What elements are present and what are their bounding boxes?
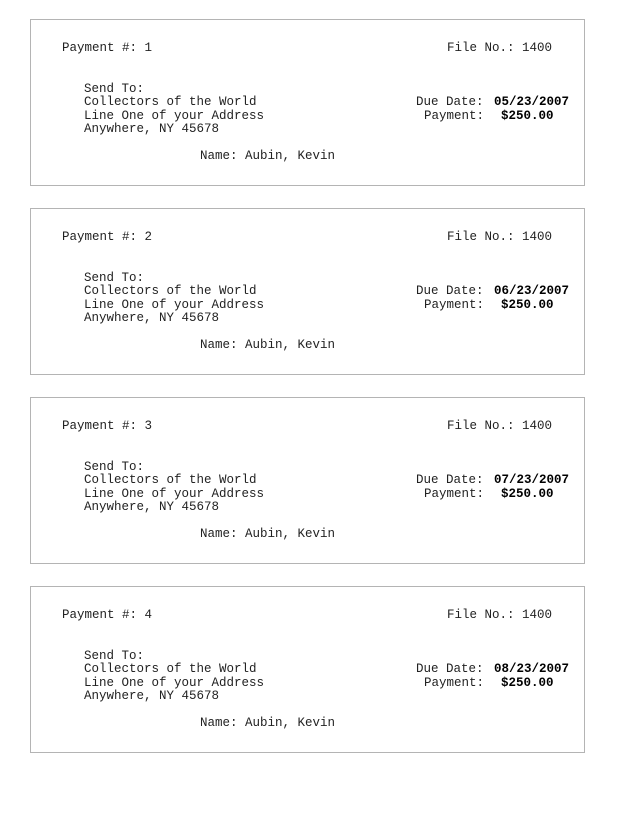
- file-number: File No.: 1400: [447, 41, 553, 55]
- due-date-label: Due Date:: [416, 284, 484, 298]
- payer-name: Name: Aubin, Kevin: [200, 716, 336, 730]
- send-to-label: Send To:: [84, 82, 145, 96]
- payment-coupon-3: [30, 397, 585, 564]
- payment-number: Payment #: 2: [62, 230, 153, 244]
- payment-coupon-4: [30, 586, 585, 753]
- payer-name: Name: Aubin, Kevin: [200, 338, 336, 352]
- address-line-1: Collectors of the World: [84, 284, 257, 298]
- payment-amount-label: Payment:: [424, 298, 485, 312]
- due-date-value: 06/23/2007: [494, 284, 570, 298]
- address-line-1: Collectors of the World: [84, 95, 257, 109]
- payment-coupon-2: [30, 208, 585, 375]
- file-number: File No.: 1400: [447, 608, 553, 622]
- send-to-label: Send To:: [84, 271, 145, 285]
- payment-amount-label: Payment:: [424, 487, 485, 501]
- payment-number: Payment #: 3: [62, 419, 153, 433]
- payment-amount-value: $250.00: [501, 298, 554, 312]
- payment-amount-value: $250.00: [501, 109, 554, 123]
- file-number: File No.: 1400: [447, 419, 553, 433]
- payment-amount-value: $250.00: [501, 487, 554, 501]
- send-to-label: Send To:: [84, 460, 145, 474]
- address-line-2: Line One of your Address: [84, 676, 265, 690]
- payer-name: Name: Aubin, Kevin: [200, 527, 336, 541]
- address-line-2: Line One of your Address: [84, 109, 265, 123]
- address-line-3: Anywhere, NY 45678: [84, 689, 220, 703]
- address-line-3: Anywhere, NY 45678: [84, 500, 220, 514]
- due-date-label: Due Date:: [416, 662, 484, 676]
- address-line-2: Line One of your Address: [84, 298, 265, 312]
- address-line-1: Collectors of the World: [84, 473, 257, 487]
- address-line-3: Anywhere, NY 45678: [84, 122, 220, 136]
- payment-amount-value: $250.00: [501, 676, 554, 690]
- file-number: File No.: 1400: [447, 230, 553, 244]
- address-line-1: Collectors of the World: [84, 662, 257, 676]
- payer-name: Name: Aubin, Kevin: [200, 149, 336, 163]
- payment-amount-label: Payment:: [424, 676, 485, 690]
- address-line-2: Line One of your Address: [84, 487, 265, 501]
- due-date-label: Due Date:: [416, 95, 484, 109]
- due-date-value: 05/23/2007: [494, 95, 570, 109]
- payment-coupon-1: [30, 19, 585, 186]
- due-date-label: Due Date:: [416, 473, 484, 487]
- due-date-value: 07/23/2007: [494, 473, 570, 487]
- due-date-value: 08/23/2007: [494, 662, 570, 676]
- payment-number: Payment #: 1: [62, 41, 153, 55]
- payment-amount-label: Payment:: [424, 109, 485, 123]
- send-to-label: Send To:: [84, 649, 145, 663]
- payment-number: Payment #: 4: [62, 608, 153, 622]
- address-line-3: Anywhere, NY 45678: [84, 311, 220, 325]
